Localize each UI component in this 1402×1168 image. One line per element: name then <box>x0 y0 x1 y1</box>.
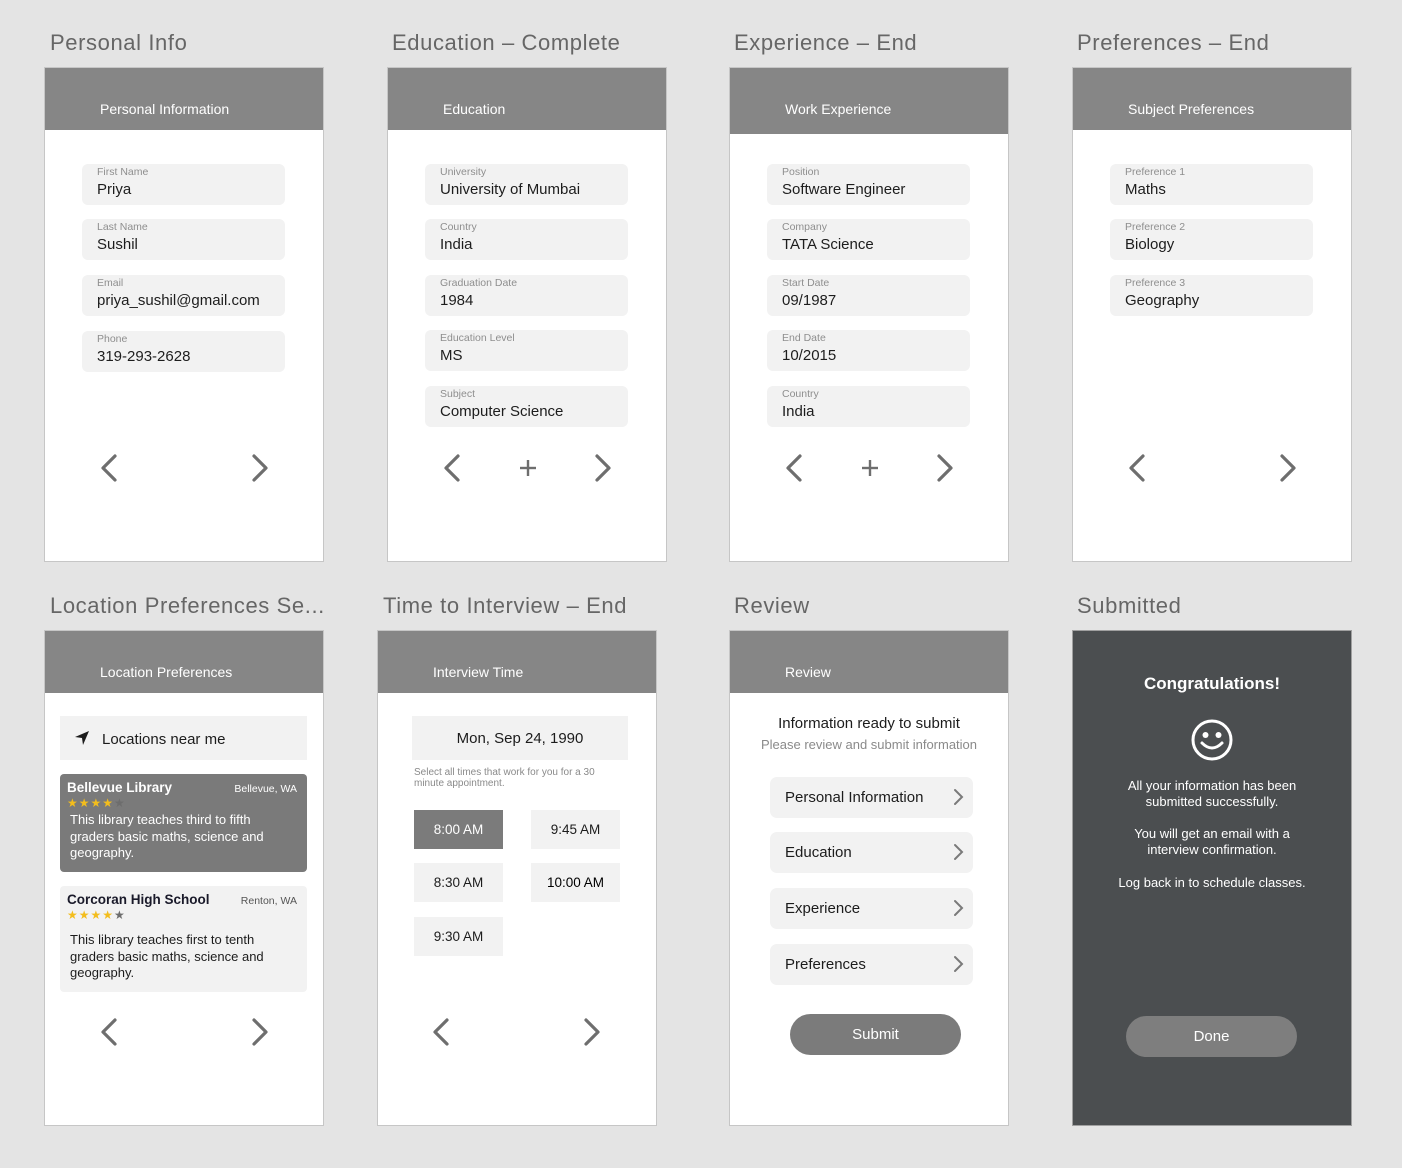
personal-info-screen <box>44 67 324 562</box>
back-chevron-icon[interactable] <box>98 453 120 483</box>
location-city: Renton, WA <box>240 895 297 907</box>
review-item-label: Personal Information <box>785 789 924 806</box>
start-date-field[interactable] <box>767 275 970 316</box>
smiley-face-icon <box>1190 718 1234 762</box>
done-button[interactable]: Done <box>1126 1016 1297 1057</box>
screen-header <box>730 68 1008 134</box>
header-title: Review <box>785 664 831 680</box>
back-chevron-icon[interactable] <box>98 1017 120 1047</box>
date-picker[interactable]: Mon, Sep 24, 1990 <box>412 716 628 760</box>
field-value: 319-293-2628 <box>97 348 191 365</box>
review-item-label: Experience <box>785 900 861 917</box>
field-value: TATA Science <box>782 236 874 253</box>
star-rating: ★★★★★ <box>67 908 126 922</box>
login-message: Log back in to schedule classes. <box>1118 875 1306 890</box>
back-chevron-icon[interactable] <box>783 453 805 483</box>
screen-label-personal: Personal Info <box>50 30 188 55</box>
country-field[interactable] <box>425 219 628 260</box>
time-slot[interactable]: 9:45 AM <box>531 810 620 849</box>
time-slot[interactable]: 10:00 AM <box>531 863 620 902</box>
review-item-education[interactable] <box>770 832 973 873</box>
back-chevron-icon[interactable] <box>1126 453 1148 483</box>
field-label: Start Date <box>782 277 830 289</box>
interview-time-screen <box>377 630 657 1126</box>
field-value: 09/1987 <box>782 292 837 309</box>
email-message: You will get an email with a interview confirmation. <box>1134 826 1290 857</box>
field-value: Biology <box>1125 236 1175 253</box>
header-title: Work Experience <box>785 101 892 117</box>
field-value: 1984 <box>440 292 474 309</box>
preferences-screen <box>1072 67 1352 562</box>
screen-label-experience: Experience – End <box>734 30 918 55</box>
field-label: Education Level <box>440 332 515 344</box>
field-label: Preference 2 <box>1125 221 1186 233</box>
add-plus-icon[interactable] <box>860 458 880 478</box>
education-screen <box>387 67 667 562</box>
field-value: Sushil <box>97 236 138 253</box>
position-field[interactable] <box>767 164 970 205</box>
location-city: Bellevue, WA <box>234 783 297 795</box>
success-message: All your information has been submitted successfully. <box>1127 778 1297 809</box>
first-name-field[interactable] <box>82 164 285 205</box>
header-title: Education <box>443 101 506 117</box>
field-value: India <box>440 236 473 253</box>
preference-2-field[interactable] <box>1110 219 1313 260</box>
field-value: Maths <box>1125 181 1166 198</box>
screen-header <box>1073 68 1351 130</box>
email-field[interactable] <box>82 275 285 316</box>
field-value: MS <box>440 347 463 364</box>
field-value: Geography <box>1125 292 1200 309</box>
review-screen <box>729 630 1009 1126</box>
screen-header <box>730 631 1008 693</box>
graduation-date-field[interactable] <box>425 275 628 316</box>
time-slot[interactable]: 8:30 AM <box>414 863 503 902</box>
review-item-experience[interactable] <box>770 888 973 929</box>
screen-label-review: Review <box>734 593 810 618</box>
education-level-field[interactable] <box>425 330 628 371</box>
field-value: India <box>782 403 815 420</box>
forward-chevron-icon[interactable] <box>581 1017 603 1047</box>
location-card-selected[interactable] <box>60 774 307 872</box>
field-label: Last Name <box>97 221 148 233</box>
near-me-label: Locations near me <box>102 731 226 748</box>
back-chevron-icon[interactable] <box>430 1017 452 1047</box>
header-title: Subject Preferences <box>1128 101 1255 117</box>
field-label: Company <box>782 221 827 233</box>
field-label: Preference 1 <box>1125 166 1186 178</box>
location-name: Bellevue Library <box>67 780 173 795</box>
location-name: Corcoran High School <box>67 892 210 907</box>
submitted-screen <box>1072 630 1352 1126</box>
field-label: First Name <box>97 166 149 178</box>
header-title: Location Preferences <box>100 664 233 680</box>
location-arrow-icon <box>73 729 91 747</box>
screen-header <box>388 68 666 130</box>
chevron-right-icon <box>952 899 964 917</box>
field-label: Subject <box>440 388 476 400</box>
field-label: Phone <box>97 333 128 345</box>
screen-header <box>45 631 323 693</box>
phone-field[interactable] <box>82 331 285 372</box>
review-item-label: Education <box>785 844 852 861</box>
field-label: Country <box>440 221 477 233</box>
field-value: Software Engineer <box>782 181 906 198</box>
preference-1-field[interactable] <box>1110 164 1313 205</box>
chevron-right-icon <box>952 788 964 806</box>
locations-near-me-button[interactable] <box>60 716 307 760</box>
field-label: University <box>440 166 487 178</box>
screen-label-submitted: Submitted <box>1077 593 1182 618</box>
screen-label-preferences: Preferences – End <box>1077 30 1270 55</box>
screen-label-location: Location Preferences Se... <box>50 593 325 618</box>
field-value: Priya <box>97 181 132 198</box>
field-value: Computer Science <box>440 403 564 420</box>
screen-header <box>45 68 323 130</box>
chevron-right-icon <box>952 955 964 973</box>
subject-field[interactable] <box>425 386 628 427</box>
chevron-right-icon <box>952 843 964 861</box>
field-label: Country <box>782 388 819 400</box>
header-title: Interview Time <box>433 664 524 680</box>
last-name-field[interactable] <box>82 219 285 260</box>
time-slot[interactable]: 9:30 AM <box>414 917 503 956</box>
company-field[interactable] <box>767 219 970 260</box>
submit-button[interactable]: Submit <box>790 1014 961 1055</box>
time-slot-selected[interactable]: 8:00 AM <box>414 810 503 849</box>
forward-chevron-icon[interactable] <box>249 453 271 483</box>
screen-label-education: Education – Complete <box>392 30 621 55</box>
forward-chevron-icon[interactable] <box>1277 453 1299 483</box>
location-description: This library teaches third to fifth graders basic maths, science and geography. <box>70 812 264 860</box>
forward-chevron-icon[interactable] <box>592 453 614 483</box>
location-preferences-screen <box>44 630 324 1126</box>
field-value: priya_sushil@gmail.com <box>97 292 260 309</box>
field-label: Graduation Date <box>440 277 518 289</box>
field-value: 10/2015 <box>782 347 837 364</box>
screen-label-interview: Time to Interview – End <box>383 593 628 618</box>
review-heading: Information ready to submit <box>778 715 960 732</box>
field-label: Preference 3 <box>1125 277 1186 289</box>
review-item-personal-information[interactable] <box>770 777 973 818</box>
university-field[interactable] <box>425 164 628 205</box>
forward-chevron-icon[interactable] <box>934 453 956 483</box>
congratulations-title: Congratulations! <box>1144 674 1280 693</box>
field-label: Position <box>782 166 820 178</box>
country-field[interactable] <box>767 386 970 427</box>
review-item-preferences[interactable] <box>770 944 973 985</box>
field-label: End Date <box>782 332 826 344</box>
field-label: Email <box>97 277 124 289</box>
back-chevron-icon[interactable] <box>441 453 463 483</box>
screen-header <box>378 631 656 693</box>
add-plus-icon[interactable] <box>518 458 538 478</box>
review-subheading: Please review and submit information <box>760 737 978 752</box>
experience-screen <box>729 67 1009 562</box>
header-title: Personal Information <box>100 101 230 117</box>
preference-3-field[interactable] <box>1110 275 1313 316</box>
review-item-label: Preferences <box>785 956 866 973</box>
star-rating: ★★★★★ <box>67 796 126 810</box>
location-description: This library teaches first to tenth graders basic maths, science and geography. <box>70 932 264 980</box>
field-value: University of Mumbai <box>440 181 581 198</box>
end-date-field[interactable] <box>767 330 970 371</box>
instructions-text: Select all times that work for you for a 30 minute appointment. <box>414 767 595 789</box>
location-card[interactable] <box>60 886 307 992</box>
forward-chevron-icon[interactable] <box>249 1017 271 1047</box>
